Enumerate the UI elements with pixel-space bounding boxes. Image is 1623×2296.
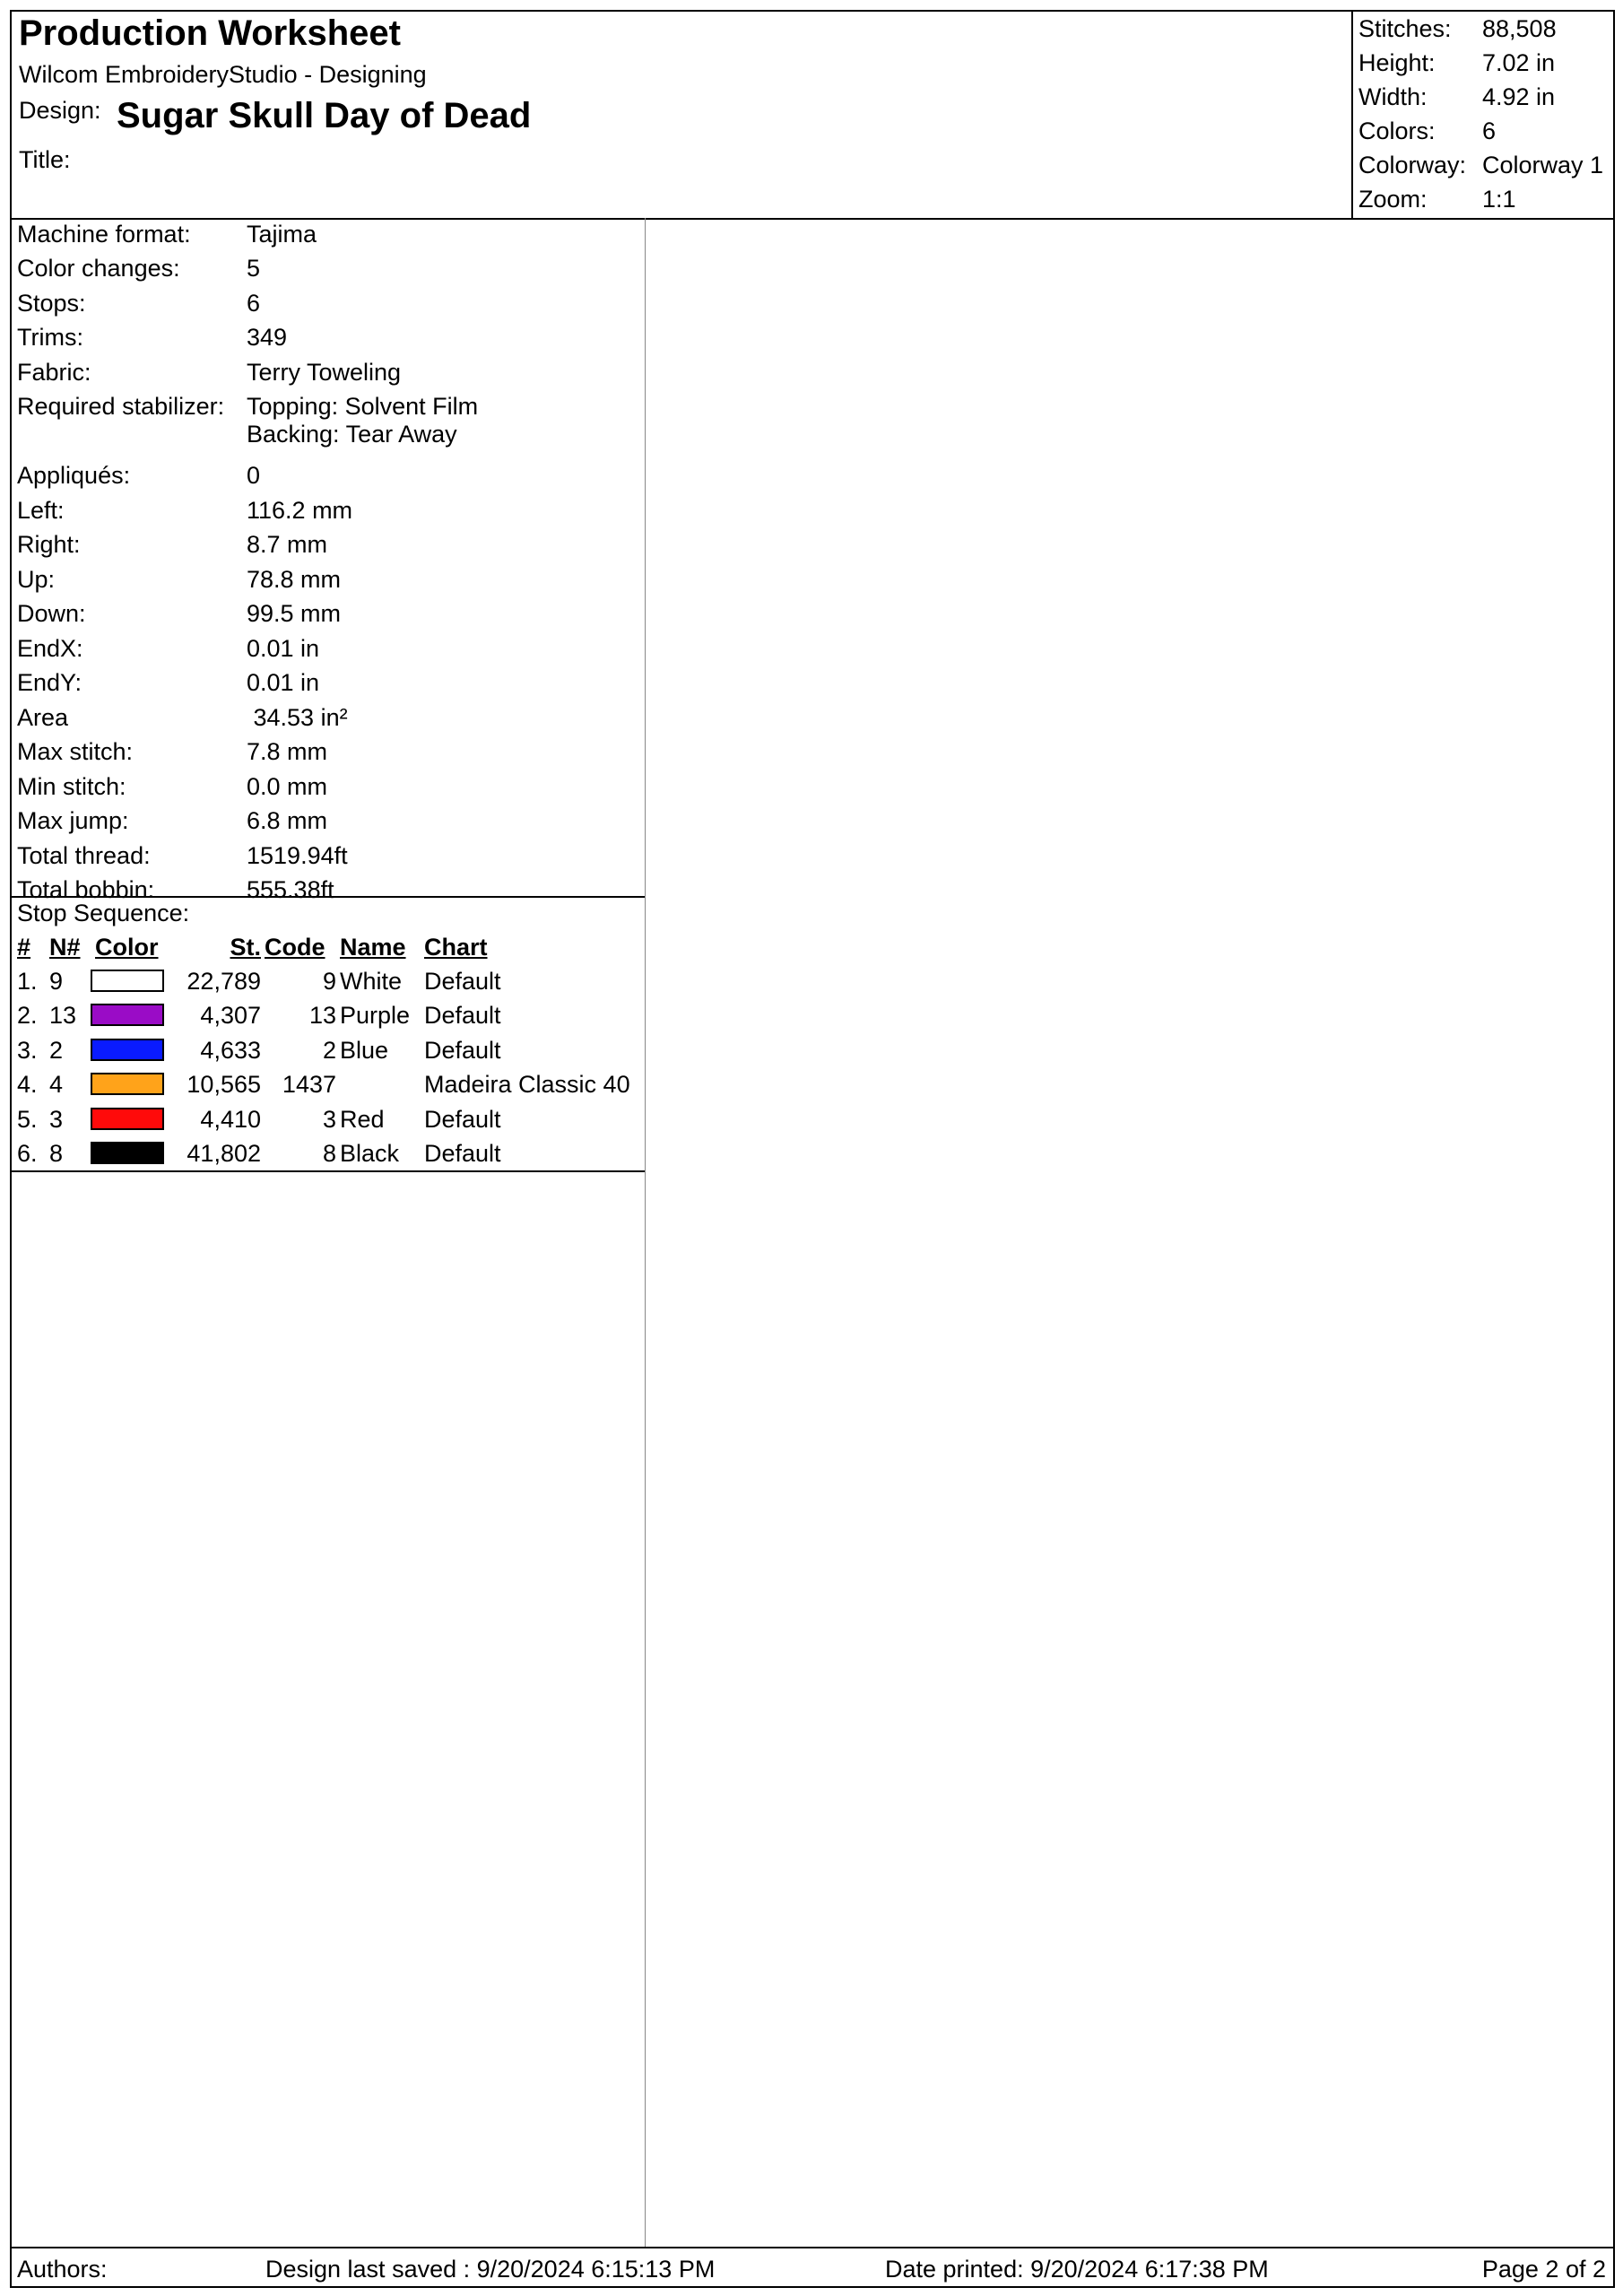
stat-label: Width: [1358,83,1428,110]
info-label: Fabric: [17,359,91,386]
row-needle: 9 [49,968,64,995]
row-stitches: 41,802 [187,1140,261,1167]
stat-label: Stitches: [1358,15,1452,42]
color-swatch [91,1004,164,1026]
info-label: Appliqués: [17,462,131,489]
row-stitches: 22,789 [187,968,261,995]
column-header-code: Code [265,934,325,961]
info-value: 8.7 mm [247,531,328,558]
info-value: Terry Toweling [247,359,402,386]
row-code: 3 [322,1106,336,1133]
stat-label: Colorway: [1358,152,1467,178]
row-code: 8 [322,1140,336,1167]
stat-value: 6 [1482,117,1497,144]
info-value: Tajima [247,221,317,248]
row-chart: Default [424,1106,501,1133]
info-label: Total bobbin: [17,876,155,903]
row-needle: 2 [49,1037,64,1064]
footer-date-printed: Date printed: 9/20/2024 6:17:38 PM [885,2256,1269,2283]
row-stitches: 4,410 [200,1106,261,1133]
row-num: 1. [17,968,38,995]
row-needle: 8 [49,1140,64,1167]
info-label: Down: [17,600,86,627]
row-stitches: 4,307 [200,1002,261,1029]
column-header-needle: N# [49,934,81,961]
row-needle: 3 [49,1106,64,1133]
column-header-chart: Chart [424,934,488,961]
column-header-stitches: St. [230,934,261,961]
row-code: 1437 [282,1071,336,1098]
row-stitches: 4,633 [200,1037,261,1064]
footer-page-number: Page 2 of 2 [1481,2256,1606,2283]
footer-authors: Authors: [17,2256,108,2283]
color-swatch [91,1108,164,1130]
info-value: 34.53 in² [247,704,348,731]
info-value: 349 [247,324,288,351]
info-label: Color changes: [17,255,180,282]
row-num: 3. [17,1037,38,1064]
info-value: 0.01 in [247,635,320,662]
page-title: Production Worksheet [19,13,401,53]
row-num: 6. [17,1140,38,1167]
info-value: 99.5 mm [247,600,342,627]
info-label: Min stitch: [17,773,126,800]
info-value: Topping: Solvent Film [247,393,479,420]
info-label: EndY: [17,669,82,696]
info-value: 116.2 mm [247,497,353,524]
stat-label: Colors: [1358,117,1436,144]
design-name: Sugar Skull Day of Dead [117,96,532,135]
color-swatch [91,970,164,992]
row-chart: Default [424,1037,501,1064]
info-label: Max jump: [17,807,129,834]
stat-label: Height: [1358,49,1436,76]
row-name: Purple [340,1002,411,1029]
row-code: 9 [322,968,336,995]
row-chart: Madeira Classic 40 [424,1071,630,1098]
info-label: Up: [17,566,56,593]
info-label: Right: [17,531,81,558]
row-name: Black [340,1140,400,1167]
info-value: 5 [247,255,261,282]
column-header-num: # [17,934,31,961]
column-header-color: Color [95,934,159,961]
column-header-name: Name [340,934,406,961]
row-code: 2 [322,1037,336,1064]
info-value: 7.8 mm [247,738,328,765]
info-value: 0 [247,462,261,489]
stat-label: Zoom: [1358,186,1428,213]
row-needle: 13 [49,1002,77,1029]
design-stats [1351,12,1615,218]
design-label: Design: [19,97,101,124]
stat-value: Colorway 1 [1482,152,1604,178]
info-label: Area [17,704,69,731]
row-code: 13 [308,1002,336,1029]
info-label: Left: [17,497,65,524]
footer-last-saved: Design last saved : 9/20/2024 6:15:13 PM [265,2256,716,2283]
stat-value: 88,508 [1482,15,1557,42]
row-name: Blue [340,1037,389,1064]
production-worksheet [10,10,1615,2288]
stat-value: 1:1 [1482,186,1516,213]
stat-value: 7.02 in [1482,49,1556,76]
row-name: Red [340,1106,385,1133]
info-label: Trims: [17,324,83,351]
info-value: Backing: Tear Away [247,421,457,448]
info-value: 6 [247,290,261,317]
info-value: 6.8 mm [247,807,328,834]
color-swatch [91,1039,164,1061]
row-needle: 4 [49,1071,64,1098]
row-chart: Default [424,968,501,995]
row-num: 2. [17,1002,38,1029]
software-subtitle: Wilcom EmbroideryStudio - Designing [19,61,427,88]
info-label: Required stabilizer: [17,393,225,420]
color-swatch [91,1142,164,1164]
row-stitches: 10,565 [187,1071,261,1098]
row-chart: Default [424,1002,501,1029]
info-label: Total thread: [17,842,151,869]
title-label: Title: [19,146,71,173]
row-num: 4. [17,1071,38,1098]
info-value: 0.0 mm [247,773,328,800]
info-label: Max stitch: [17,738,134,765]
info-value: 1519.94ft [247,842,348,869]
worksheet-footer [12,2247,1613,2288]
stop-sequence-table [12,896,645,1172]
row-name: White [340,968,403,995]
info-label: Stops: [17,290,86,317]
info-label: Machine format: [17,221,191,248]
stat-value: 4.92 in [1482,83,1556,110]
stop-sequence-title: Stop Sequence: [17,900,190,926]
details-column [12,218,646,2247]
color-swatch [91,1073,164,1095]
row-num: 5. [17,1106,38,1133]
info-value: 78.8 mm [247,566,342,593]
info-value: 0.01 in [247,669,320,696]
worksheet-header [12,12,1613,220]
info-label: EndX: [17,635,83,662]
row-chart: Default [424,1140,501,1167]
info-value: 555.38ft [247,876,334,903]
machine-info [12,218,645,903]
